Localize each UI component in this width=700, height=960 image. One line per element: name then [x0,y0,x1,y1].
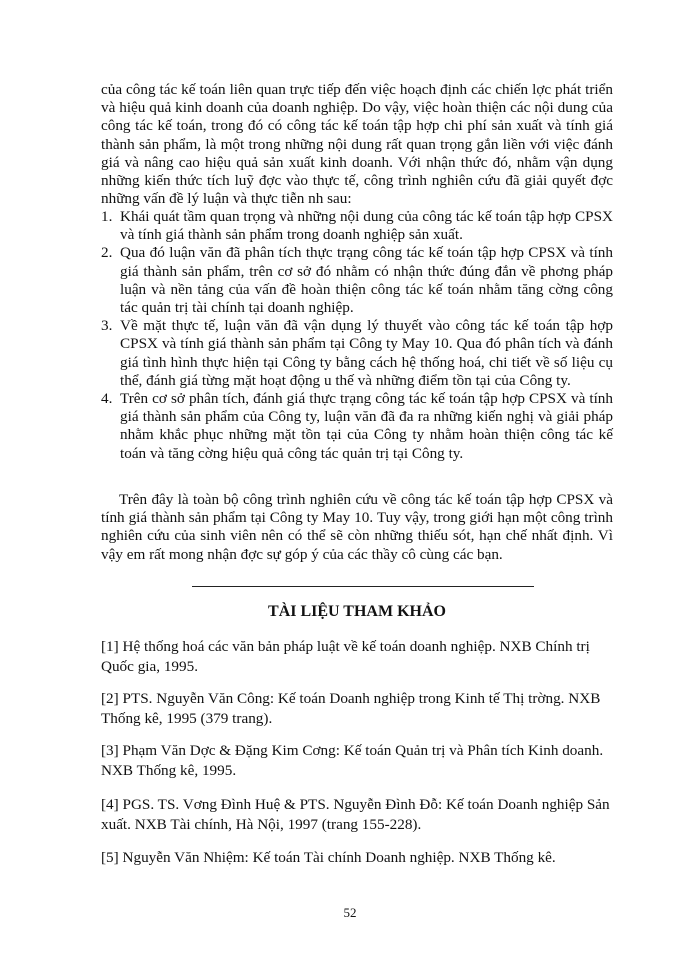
list-item-number: 1. [101,208,113,225]
list-item-text: Về mặt thực tế, luận văn đã vận dụng lý thuyết vào công tác kế toán tập hợp CPSX và tính giá thành sản phẩm tại Công ty May 10. Qua đó phân tích và đánh giá tình hình thực hiện tại Công ty bằng cách hệ thống hoá, chi tiết về số liệu cụ thể, đánh giá từng mặt hoạt động u thế và những điểm tồn tại của Công ty. [120,317,613,389]
reference-item: [3] Phạm Văn Dợc & Đặng Kim Cơng: Kế toán Quản trị và Phân tích Kinh doanh. NXB Thống kê, 1995. [101,742,604,779]
reference-item: [1] Hệ thống hoá các văn bản pháp luật về kế toán doanh nghiệp. NXB Chính trị Quốc gia, 1995. [101,638,590,675]
list-item [101,244,613,317]
list-item [101,317,613,390]
reference-item: [2] PTS. Nguyễn Văn Công: Kế toán Doanh nghiệp trong Kinh tế Thị trờng. NXB Thống kê, 1995 (379 trang). [101,690,601,727]
intro-paragraph: của công tác kế toán liên quan trực tiếp đến việc hoạch định các chiến lợc phát triển và hiệu quả kinh doanh của doanh nghiệp. Do vậy, việc hoàn thiện các nội dung của công tác kế toán, trong đó có công tác kế toán tập hợp chi phí sản xuất và tính giá thành sản phẩm, là một trong những nội dung rất quan trọng gắn liền với việc đánh giá và nâng cao hiệu quả sản xuất kinh doanh. Với nhận thức đó, nhằm vận dụng những kiến thức tích luỹ đợc vào thực tế, công trình nghiên cứu đã giải quyết đợc những vấn đề lý luận và thực tiễn nh sau: [101,81,613,208]
section-divider [192,586,534,587]
list-item-text: Qua đó luận văn đã phân tích thực trạng công tác kế toán tập hợp CPSX và tính giá thành sản phẩm, trên cơ sở đó nhằm có nhận thức đúng đắn về phơng pháp luận và nền tảng của vấn đề hoàn thiện công tác kế toán nhằm tăng cờng công tác quản trị tài chính tại doanh nghiệp. [120,244,613,317]
list-item-text: Trên cơ sở phân tích, đánh giá thực trạng công tác kế toán tập hợp CPSX và tính giá thành sản phẩm của Công ty, luận văn đã đa ra những kiến nghị và giải pháp nhằm khắc phục những mặt tồn tại của Công ty nhằm hoàn thiện công tác kế toán và tăng cờng hiệu quả công tác quản trị tại Công ty. [120,390,613,462]
list-item-number: 3. [101,317,113,335]
conclusions-list [101,208,613,463]
references-heading: TÀI LIỆU THAM KHẢO [268,603,446,620]
summary-paragraph: Trên đây là toàn bộ công trình nghiên cứu về công tác kế toán tập hợp CPSX và tính giá thành sản phẩm tại Công ty May 10. Tuy vậy, trong giới hạn một công trình nghiên cứu của sinh viên nên có thể sẽ còn những thiếu sót, hạn chế nhất định. Vì vậy em rất mong nhận đợc sự góp ý của các thầy cô cùng các bạn. [101,491,613,563]
list-item-number: 2. [101,244,113,262]
list-item-text: Khái quát tầm quan trọng và những nội dung của công tác kế toán tập hợp CPSX và tính giá thành sản phẩm trong doanh nghiệp sản xuất. [120,208,613,244]
list-item [101,208,613,244]
list-item-number: 4. [101,390,113,408]
page-number: 52 [343,905,357,920]
reference-item: [5] Nguyễn Văn Nhiệm: Kế toán Tài chính Doanh nghiệp. NXB Thống kê. [101,849,556,866]
reference-item: [4] PGS. TS. Vơng Đình Huệ & PTS. Nguyễn Đình Đỗ: Kế toán Doanh nghiệp Sản xuất. NXB Tài chính, Hà Nội, 1997 (trang 155-228). [101,796,610,833]
list-item [101,390,613,463]
